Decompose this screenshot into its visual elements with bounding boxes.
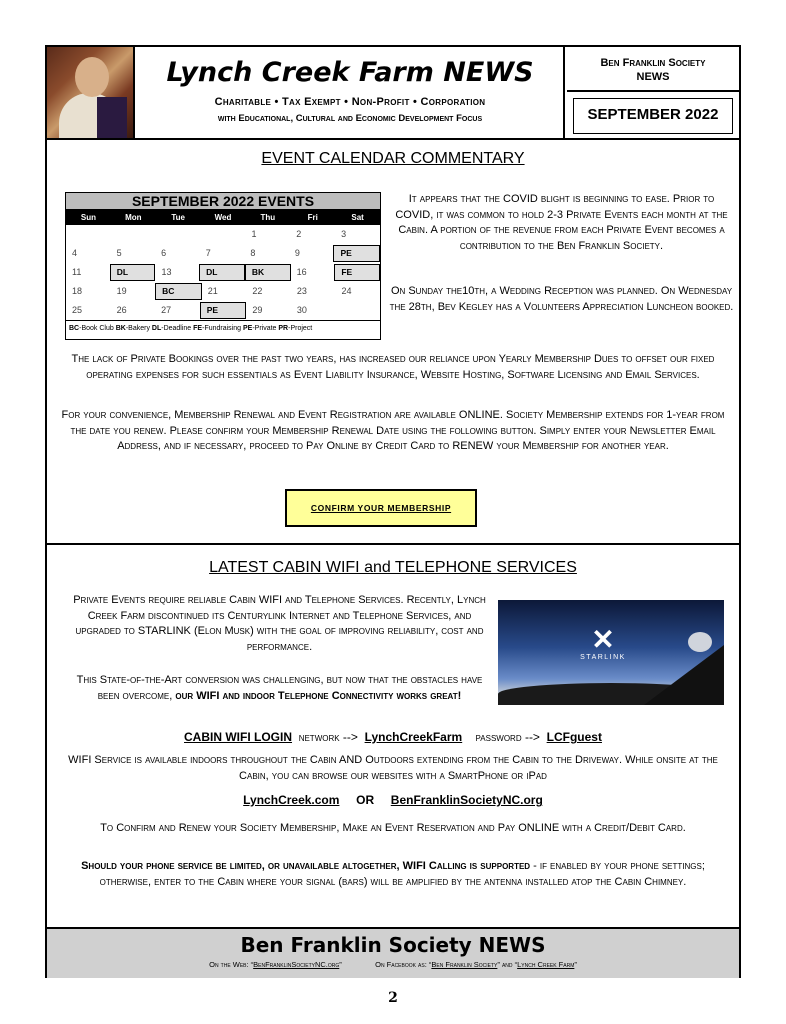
newsletter-page <box>45 45 741 978</box>
calendar-day-cell: 27 <box>161 305 172 315</box>
wifi-calling-text: - if enabled by your phone settings; otherwise, enter to the Cabin where your signal (bars) will be amplified by the antenna installed atop the Cabin Chimney. <box>99 860 705 888</box>
starlink-x-icon: ✕ <box>591 624 615 655</box>
calendar-day-cell: 26 <box>116 305 127 315</box>
facebook-link-1[interactable]: Ben Franklin Society <box>431 960 498 969</box>
password-value: LCFguest <box>546 730 602 744</box>
calendar-week <box>66 282 380 301</box>
calendar-day-cell: 16 <box>296 267 307 277</box>
calendar-day-cell: 1 <box>251 229 257 239</box>
wifi-para-2-bold: our WIFI and indoor Telephone Connectivity works great! <box>175 689 462 702</box>
commentary-para-3: The lack of Private Bookings over the past two years, has increased our reliance upon Yearly Membership Dues to offset our fixed operating expenses for such essentials as Event Liability Insurance, Website Hosting, Software Licensing and Email Services. <box>71 353 715 381</box>
calendar-event-cell: DL <box>110 264 156 281</box>
network-value: LynchCreekFarm <box>364 730 463 744</box>
password-label: password --> <box>475 730 540 744</box>
commentary-para-4: For your convenience, Membership Renewal and Event Registration are available ONLINE. Society Membership extends for 1-year from the date you renew. Please confirm your Membership Renewal Date using the following button. Simply enter your Newsletter Email Address, and if necessary, proceed to Pay Online by Credit Card to RENEW your Membership for another year. <box>61 409 725 452</box>
calendar-day-cell: 29 <box>252 305 263 315</box>
calendar-event-cell: PE <box>200 302 247 319</box>
fb-suffix: ” <box>574 960 577 969</box>
calendar-day-cell <box>111 225 156 244</box>
calendar-day-cell: 19 <box>116 286 127 296</box>
wifi-section <box>47 547 739 927</box>
wifi-section-heading: LATEST CABIN WIFI and TELEPHONE SERVICES <box>209 559 577 576</box>
wifi-login-label: CABIN WIFI LOGIN <box>184 730 293 744</box>
starlink-photo <box>498 600 724 705</box>
calendar-day-cell: 8 <box>250 248 256 258</box>
wifi-para-5 <box>57 859 729 890</box>
weekday-label: Tue <box>171 213 185 222</box>
event-calendar-section <box>47 140 739 545</box>
web-prefix: On the Web: “ <box>209 960 254 969</box>
weekday-label: Thu <box>260 213 276 222</box>
event-section-heading: EVENT CALENDAR COMMENTARY <box>261 150 525 167</box>
calendar-day-cell: 18 <box>72 286 83 296</box>
network-label: network --> <box>298 730 358 744</box>
calendar-day-cell: 2 <box>296 229 302 239</box>
society-line-2: NEWS <box>636 71 670 83</box>
legend-code: DL <box>151 325 162 332</box>
calendar-day-cell: 21 <box>207 286 218 296</box>
society-line-1: Ben Franklin Society <box>600 57 706 69</box>
legend-label: -Private <box>252 325 279 332</box>
newsletter-title: Lynch Creek Farm NEWS <box>166 57 534 88</box>
weekday-label: Wed <box>214 213 232 222</box>
footer-web-link[interactable]: BenFranklinSocietyNC.org <box>253 960 340 969</box>
wifi-para-4: To Confirm and Renew your Society Membership, Make an Event Reservation and Pay ONLINE with a Credit/Debit Card. <box>100 822 686 834</box>
confirm-membership-button[interactable]: CONFIRM YOUR MEMBERSHIP <box>285 489 477 527</box>
facebook-link-2[interactable]: Lynch Creek Farm <box>517 960 575 969</box>
masthead <box>47 47 739 140</box>
subline: with Educational, Cultural and Economic Development Focus <box>217 113 483 124</box>
calendar-title: SEPTEMBER 2022 EVENTS <box>66 193 380 210</box>
footer-links <box>47 960 739 969</box>
calendar-event-cell: FE <box>334 264 380 281</box>
weekday-label: Mon <box>125 213 142 222</box>
wifi-para-2 <box>67 673 492 704</box>
ben-franklin-portrait <box>47 47 135 138</box>
wifi-calling-bold: Should your phone service be limited, or unavailable altogether, WIFI Calling is supported <box>81 860 531 872</box>
legend-label: -Book Club <box>79 325 116 332</box>
weekday-label: Fri <box>307 213 318 222</box>
calendar-day-cell <box>156 225 201 244</box>
starlink-logo <box>578 626 628 661</box>
calendar-event-cell: DL <box>199 264 245 281</box>
wifi-para-3: WIFI Service is available indoors throughout the Cabin AND Outdoors extending from the Cabin to the Driveway. While onsite at the Cabin, you can browse our websites with a SmartPhone or iPad <box>68 754 718 782</box>
tagline: Charitable • Tax Exempt • Non-Profit • Corporation <box>214 96 486 108</box>
wifi-login-line <box>47 730 739 746</box>
footer <box>47 927 739 978</box>
or-label: OR <box>356 793 375 807</box>
legend-code: BC <box>69 325 80 332</box>
society-box <box>567 47 739 92</box>
title-box <box>137 47 565 138</box>
calendar-day-cell: 3 <box>341 229 347 239</box>
calendar-day-cell: 4 <box>72 248 78 258</box>
calendar-event-cell: PE <box>333 245 380 262</box>
calendar-week <box>66 244 380 263</box>
issue-date: SEPTEMBER 2022 <box>567 94 739 138</box>
calendar-event-cell: BK <box>245 264 291 281</box>
web-suffix: ” <box>339 960 342 969</box>
calendar-day-cell: 6 <box>161 248 167 258</box>
calendar-day-cell <box>66 225 111 244</box>
calendar-day-cell: 23 <box>296 286 307 296</box>
legend-label: -Bakery <box>125 325 152 332</box>
event-calendar <box>65 192 381 340</box>
fb-mid: ” and “ <box>497 960 518 969</box>
calendar-legend <box>66 320 380 336</box>
fb-prefix: On Facebook as: “ <box>375 960 432 969</box>
calendar-weekdays <box>66 210 380 225</box>
weekday-label: Sun <box>80 213 96 222</box>
lynchcreek-link[interactable]: LynchCreek.com <box>243 793 340 807</box>
commentary-para-2: On Sunday the10th, a Wedding Reception was planned. On Wednesday the 28th, Bev Kegley has a Volunteers Appreciation Luncheon booked. <box>389 285 734 313</box>
legend-label: -Deadline <box>161 325 194 332</box>
calendar-day-cell: 7 <box>205 248 211 258</box>
calendar-grid <box>66 225 380 320</box>
commentary-para-1: It appears that the COVID blight is beginning to ease. Prior to COVID, it was common to hold 2-3 Private Events each month at the Cabin. A portion of the revenue from each Private Event becomes a contribution to the Ben Franklin Society. <box>395 193 728 252</box>
legend-code: PR <box>278 325 289 332</box>
calendar-day-cell: 5 <box>116 248 122 258</box>
legend-code: FE <box>193 325 203 332</box>
page-number: 2 <box>388 990 398 1006</box>
calendar-event-cell: BC <box>155 283 202 300</box>
starlink-logo-text: STARLINK <box>580 654 626 661</box>
calendar-day-cell: 30 <box>296 305 307 315</box>
calendar-week <box>66 301 380 320</box>
weekday-label: Sat <box>351 213 364 222</box>
wifi-para-2-text: This State-of-the-Art conversion was challenging, but now that the obstacles have been overcome, <box>76 674 483 702</box>
legend-code: PE <box>242 325 253 332</box>
calendar-day-cell: 11 <box>72 267 82 277</box>
calendar-day-cell <box>201 225 246 244</box>
calendar-day-cell: 22 <box>252 286 263 296</box>
legend-label: -Project <box>288 325 313 332</box>
website-links <box>47 793 739 809</box>
legend-code: BK <box>115 325 126 332</box>
calendar-day-cell: 13 <box>161 267 172 277</box>
calendar-day-cell: 25 <box>72 305 83 315</box>
calendar-week <box>66 263 380 282</box>
calendar-day-cell <box>335 301 380 320</box>
benfranklin-link[interactable]: BenFranklinSocietyNC.org <box>390 793 543 807</box>
calendar-day-cell: 9 <box>294 248 300 258</box>
wifi-para-1: Private Events require reliable Cabin WIFI and Telephone Services. Recently, Lynch Creek Farm discontinued its Centurylink Internet and Telephone Services, and upgraded to STARLINK (Elon Musk) with the goal of improving reliability, cost and performance. <box>73 594 486 653</box>
legend-label: -Fundraising <box>202 325 243 332</box>
calendar-day-cell: 24 <box>341 286 352 296</box>
footer-title: Ben Franklin Society NEWS <box>240 933 546 957</box>
calendar-week <box>66 225 380 244</box>
